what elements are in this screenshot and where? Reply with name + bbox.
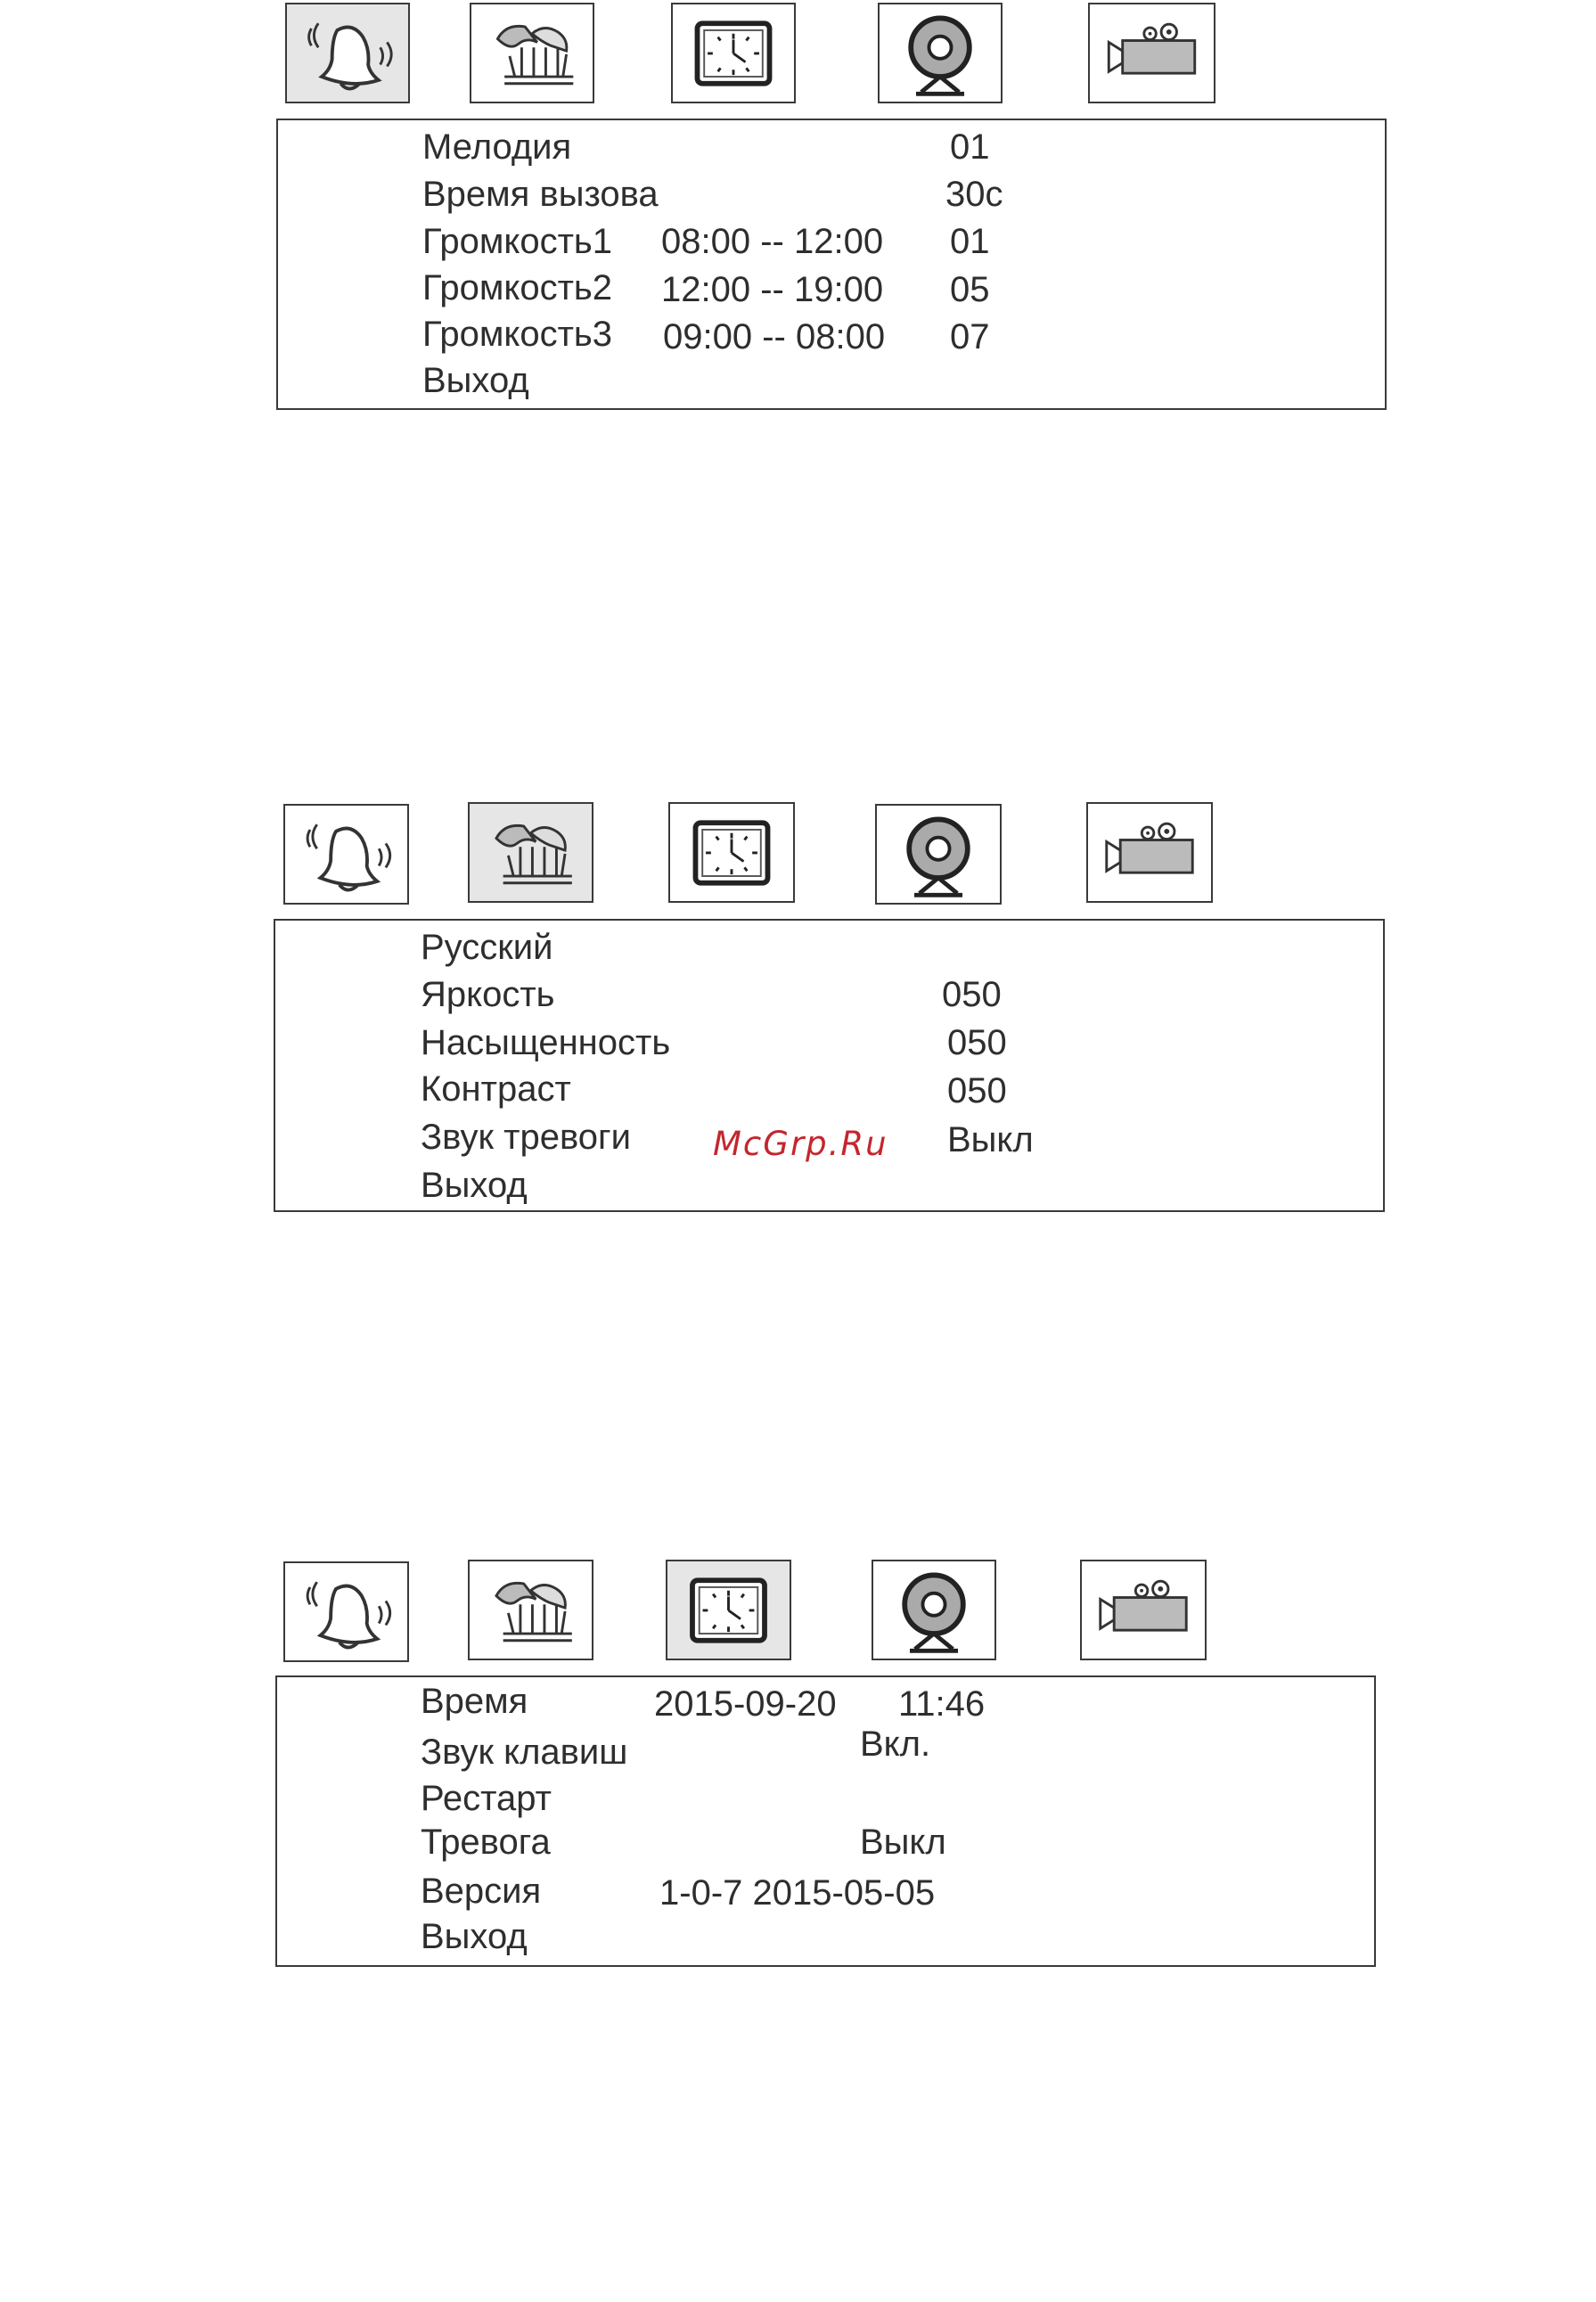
tab-record[interactable] (1088, 3, 1215, 103)
video-camera-icon (1088, 804, 1211, 901)
menu-item-language[interactable]: Русский (421, 928, 553, 967)
menu-value: 01 (950, 127, 990, 167)
menu-time-range: 08:00 -- 12:00 (661, 222, 884, 261)
tab-camera-source[interactable] (872, 1560, 996, 1660)
menu-value: Выкл (947, 1120, 1034, 1159)
display-settings-icon (470, 1561, 592, 1659)
tab-display[interactable] (468, 802, 593, 903)
watermark-text: McGrp.Ru (713, 1125, 888, 1163)
menu-item-exit[interactable]: Выход (422, 361, 529, 400)
menu-item-exit[interactable]: Выход (421, 1917, 528, 1956)
webcam-icon (873, 1561, 994, 1659)
bell-icon (287, 4, 408, 102)
menu-value: Вкл. (860, 1724, 931, 1764)
menu-item-melody[interactable]: Мелодия (422, 127, 572, 167)
video-camera-icon (1090, 4, 1214, 102)
menu-item-alarm-sound[interactable]: Звук тревоги (421, 1118, 631, 1157)
tab-record[interactable] (1080, 1560, 1207, 1660)
webcam-icon (877, 806, 1000, 903)
menu-item-restart[interactable]: Рестарт (421, 1779, 552, 1818)
menu-value: 050 (942, 975, 1002, 1014)
tab-system[interactable] (671, 3, 796, 103)
menu-value: 30c (945, 175, 1003, 214)
tab-display[interactable] (468, 1560, 593, 1660)
menu-item-contrast[interactable]: Контраст (421, 1069, 571, 1109)
tab-system[interactable] (668, 802, 795, 903)
clock-icon (667, 1561, 790, 1659)
menu-item-brightness[interactable]: Яркость (421, 975, 555, 1014)
tab-display[interactable] (470, 3, 594, 103)
menu-item-call-time[interactable]: Время вызова (422, 175, 659, 214)
menu-time-range: 09:00 -- 08:00 (663, 317, 886, 356)
menu-item-version[interactable]: Версия (421, 1872, 542, 1911)
tab-melody[interactable] (283, 804, 409, 905)
tab-record[interactable] (1086, 802, 1213, 903)
tab-melody[interactable] (285, 3, 410, 103)
menu-value: 050 (947, 1023, 1007, 1062)
tab-camera-source[interactable] (878, 3, 1003, 103)
tab-system[interactable] (666, 1560, 791, 1660)
bell-icon (285, 1563, 407, 1660)
display-settings-icon (470, 804, 592, 901)
menu-value: 050 (947, 1071, 1007, 1110)
video-camera-icon (1082, 1561, 1205, 1659)
clock-icon (670, 804, 793, 901)
menu-item-volume-2[interactable]: Громкость2 (422, 268, 613, 307)
tab-camera-source[interactable] (875, 804, 1002, 905)
tab-melody[interactable] (283, 1561, 409, 1662)
menu-value: 11:46 (898, 1684, 986, 1724)
menu-value: 01 (950, 222, 990, 261)
menu-item-exit[interactable]: Выход (421, 1166, 528, 1205)
bell-icon (285, 806, 407, 903)
menu-item-volume-3[interactable]: Громкость3 (422, 315, 613, 354)
menu-item-saturation[interactable]: Насыщенность (421, 1023, 671, 1062)
menu-item-alarm[interactable]: Тревога (421, 1823, 551, 1862)
menu-item-key-sound[interactable]: Звук клавиш (421, 1733, 628, 1772)
clock-icon (673, 4, 794, 102)
menu-item-volume-1[interactable]: Громкость1 (422, 222, 613, 261)
menu-value: 05 (950, 270, 990, 309)
display-settings-icon (471, 4, 593, 102)
menu-value: 1-0-7 2015-05-05 (659, 1873, 936, 1913)
webcam-icon (880, 4, 1001, 102)
menu-value: Выкл (860, 1823, 946, 1862)
menu-date-value: 2015-09-20 (654, 1684, 837, 1724)
menu-time-range: 12:00 -- 19:00 (661, 270, 884, 309)
menu-value: 07 (950, 317, 990, 356)
menu-item-time[interactable]: Время (421, 1682, 528, 1721)
